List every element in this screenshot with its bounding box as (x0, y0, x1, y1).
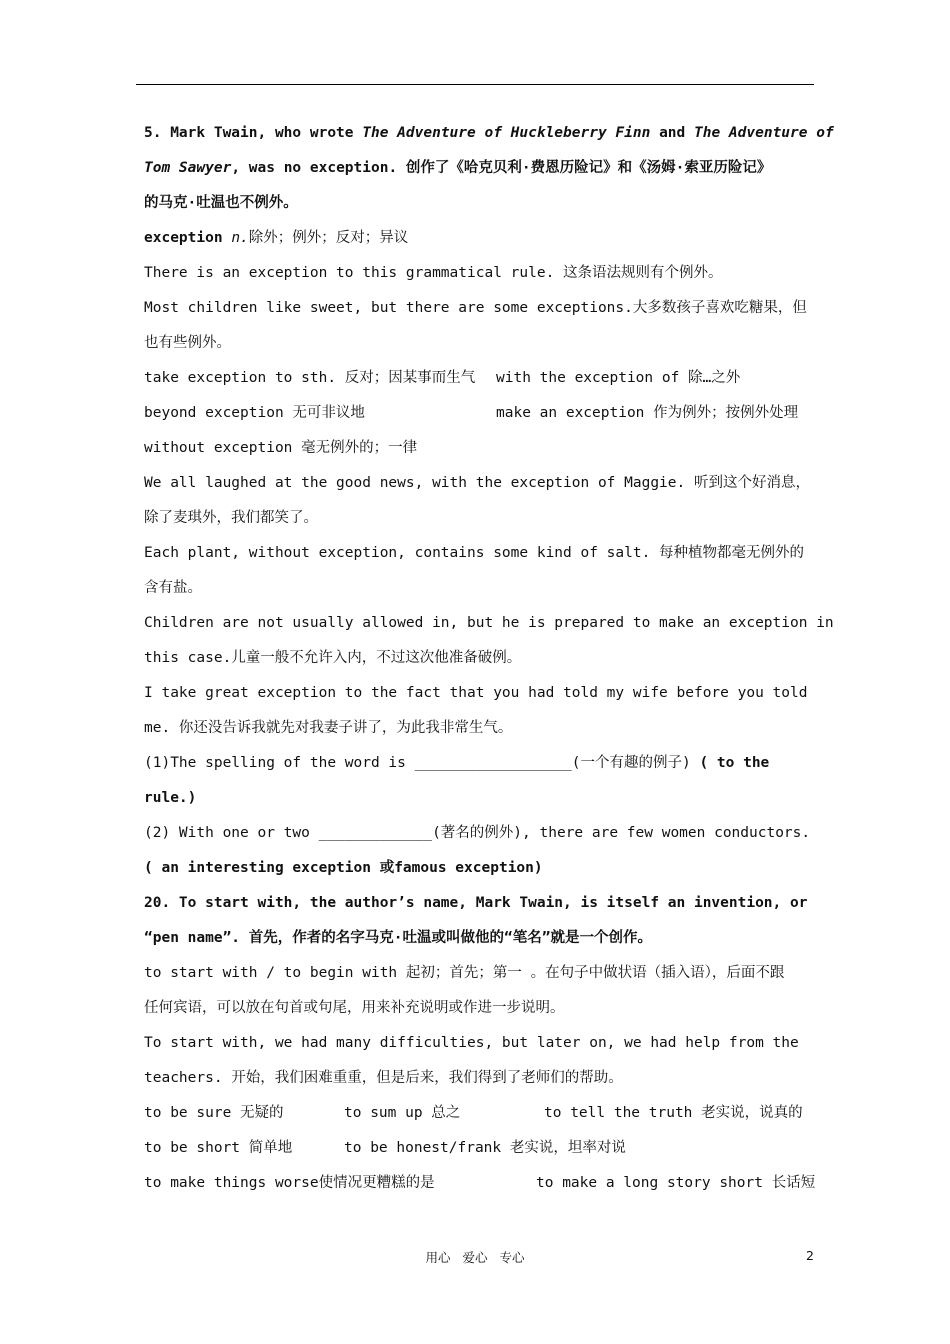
example-6-line-1: I take great exception to the fact that you had told my wife before you told (144, 685, 808, 701)
sentence-5-line-1 (144, 116, 834, 151)
example-6-line-2: me. 你还没告诉我就先对我妻子讲了，为此我非常生气。 (144, 720, 513, 736)
sentence-20-line-2: “pen name”. 首先，作者的名字马克·吐温或叫做他的“笔名”就是一个创作。 (144, 930, 652, 946)
sentence-20-line-1: 20. To start with, the author’s name, Mark Twain, is itself an invention, or (144, 895, 808, 911)
example-1: There is an exception to this grammatical rule. 这条语法规则有个例外。 (144, 265, 723, 281)
text: , was no exception. 创作了《哈克贝利·费恩历险记》和《汤姆·索亚历险记》 (231, 160, 772, 176)
phrase-row-1 (144, 361, 816, 396)
phrase-row-20-1 (144, 1096, 816, 1131)
header-rule (136, 84, 814, 85)
exercise-1-line-1 (144, 746, 816, 781)
text: 5. Mark Twain, who wrote (144, 125, 363, 141)
exercise-2: (2) With one or two _____________(著名的例外), there are few women conductors. (144, 825, 811, 841)
example-4-line-1: Each plant, without exception, contains some kind of salt. 每种植物都毫无例外的 (144, 545, 805, 561)
phrase-row-20-2 (144, 1131, 816, 1166)
phrase: take exception to sth. 反对；因某事而生气 (144, 370, 476, 386)
phrase: to make things worse使情况更糟糕的是 (144, 1175, 435, 1191)
usage-line-2: 任何宾语，可以放在句首或句尾，用来补充说明或作进一步说明。 (144, 1000, 565, 1016)
example-5-line-2: this case.儿童一般不允许入内，不过这次他准备破例。 (144, 650, 522, 666)
usage-line-1: to start with / to begin with 起初；首先；第一 。在句子中做状语（插入语），后面不跟 (144, 965, 785, 981)
page-body (144, 116, 834, 1201)
example-2-line-2: 也有些例外。 (144, 335, 231, 351)
footer-motto: 用心 爱心 专心 (425, 1250, 525, 1265)
part-of-speech: n. (231, 230, 249, 246)
phrase: to make a long story short 长话短 (536, 1175, 816, 1191)
example-20-line-2: teachers. 开始，我们困难重重，但是后来，我们得到了老师们的帮助。 (144, 1070, 623, 1086)
phrase: beyond exception 无可非议地 (144, 405, 365, 421)
book-title-tom-part2: Tom Sawyer (144, 160, 232, 176)
example-5-line-1: Children are not usually allowed in, but he is prepared to make an exception in (144, 615, 834, 631)
book-title-tom-part1: The Adventure of (694, 125, 834, 141)
example-20-line-1: To start with, we had many difficulties, but later on, we had help from the (144, 1035, 799, 1051)
exercise-answers: ( an interesting exception 或famous exception) (144, 860, 543, 876)
phrase-row-2 (144, 396, 816, 431)
exercise-1-line-2: rule.) (144, 790, 197, 806)
example-4-line-2: 含有盐。 (144, 580, 202, 596)
example-3-line-2: 除了麦琪外，我们都笑了。 (144, 510, 318, 526)
phrase: to tell the truth 老实说，说真的 (544, 1105, 803, 1121)
exercise-text: (1)The spelling of the word is __________________(一个有趣的例子) (144, 755, 700, 771)
headword: exception (144, 230, 232, 246)
phrase: with the exception of 除…之外 (496, 370, 741, 386)
page-number: 2 (806, 1248, 814, 1263)
phrase: to be short 简单地 (144, 1140, 293, 1156)
example-2-line-1: Most children like sweet, but there are some exceptions.大多数孩子喜欢吃糖果，但 (144, 300, 807, 316)
phrase: to be honest/frank 老实说，坦率对说 (344, 1140, 626, 1156)
definition-exception (144, 221, 816, 256)
phrase: make an exception 作为例外；按例外处理 (496, 405, 799, 421)
exercise-hint: ( to the (699, 755, 770, 771)
sentence-5-line-3: 的马克·吐温也不例外。 (144, 195, 298, 211)
phrase: to be sure 无疑的 (144, 1105, 284, 1121)
book-title-huck: The Adventure of Huckleberry Finn (362, 125, 651, 141)
text: and (650, 125, 694, 141)
sentence-5-line-2 (144, 151, 816, 186)
example-3-line-1: We all laughed at the good news, with the exception of Maggie. 听到这个好消息， (144, 475, 810, 491)
phrase: to sum up 总之 (344, 1105, 461, 1121)
definition-text: 除外；例外；反对；异议 (248, 230, 409, 246)
phrase-row-3: without exception 毫无例外的；一律 (144, 440, 418, 456)
phrase-row-20-3 (144, 1166, 816, 1201)
